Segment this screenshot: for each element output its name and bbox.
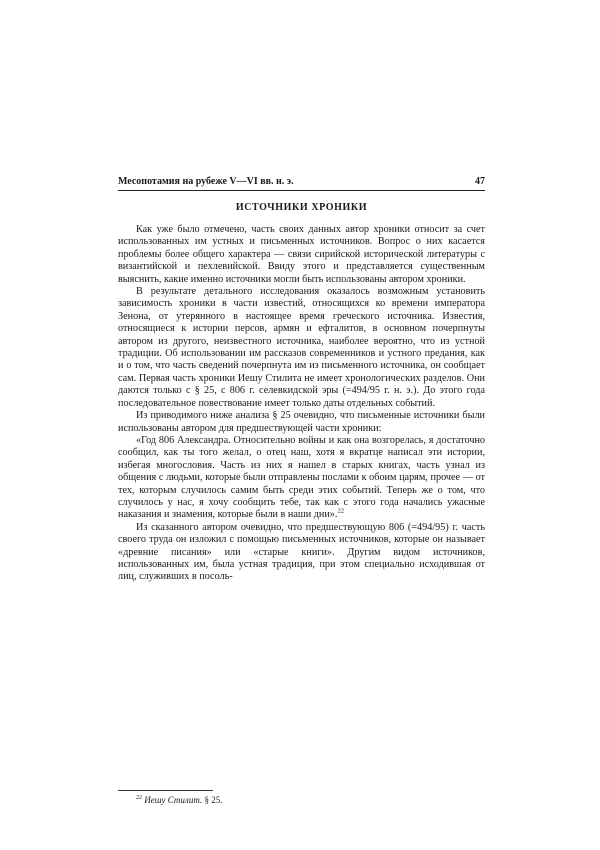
paragraph: Как уже было отмечено, часть своих данных автор хроники относит за счет использованных им устных и письменных источников. Вопрос о них касается проблемы более общего характера — связи сирийской исторической литературы с византийской и пехлевийской. Ввиду этого и представляется существенным выяснить, какие именно источники могли быть использованы автором хроники. <box>118 224 485 285</box>
page-number: 47 <box>475 176 485 187</box>
paragraph: Из приводимого ниже анализа § 25 очевидно, что письменные источники были использованы автором для предшествующей части хроники: <box>118 410 485 434</box>
footnote-marker[interactable]: 22 <box>337 507 344 515</box>
running-head <box>118 176 485 187</box>
running-title: Месопотамия на рубеже V—VI вв. н. э. <box>118 176 294 187</box>
footnote-rule <box>118 790 213 791</box>
section-title: ИСТОЧНИКИ ХРОНИКИ <box>235 202 368 213</box>
quote-text: «Год 806 Александра. Относительно войны и как она возгорелась, я достаточно сообщил, как ты того желал, о отец наш, хотя я вкратце написал эти истории, избегая многословия. Часть из них я нашел в старых книгах, часть узнал из общения с людьми, которые были отправлены послами к обоим царям, прочее — от тех, которым случилось самим быть среди этих событий. Теперь же о том, что случилось у нас, я хочу сообщить тебе, так как с этого года начались ужасные наказания и знамения, которые были в наши дни». <box>118 434 485 521</box>
body-text <box>118 224 485 584</box>
header-rule <box>118 190 485 191</box>
paragraph: В результате детального исследования оказалось возможным установить зависимость хроники в части известий, относящихся ко времени императора Зенона, от утерянного в настоящее время греческого источника. Известия, относящиеся к истории персов, армян и ефталитов, в основном почерпнуты автором из другого, неизвестного источника, наиболее вероятно, что из устной традиции. Об использовании им рассказов современников и устного предания, как и о том, что часть сведений почерпнута им из письменного источника, он сообщает сам. Первая часть хроники Иешу Стилита не имеет хронологических разделов. Они даются только с § 25, с 806 г. селевкидской эры (=494/95 г. н. э.). До этого года последовательное повествование имеет только даты отдельных событий. <box>118 286 485 409</box>
footnote <box>136 795 222 805</box>
paragraph: Из сказанного автором очевидно, что предшествующую 806 (=494/95) г. часть своего труда он изложил с помощью письменных источников, которые он называет «древние писания» или «старые книги». Другим видом источников, использованных им, была устная традиция, при этом специально исходившая от лиц, служивших в посоль- <box>118 521 485 583</box>
footnote-author: Иешу Стилит. <box>144 795 203 805</box>
quote-paragraph <box>118 435 485 522</box>
footnote-number: 22 <box>136 795 142 801</box>
footnote-ref: § 25. <box>204 795 223 805</box>
